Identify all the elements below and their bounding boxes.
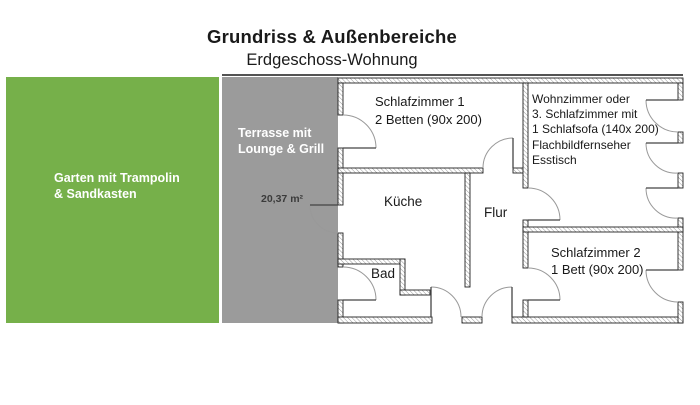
wall-segment [400, 290, 430, 295]
wall-segment [512, 317, 683, 323]
wall-segment [338, 83, 343, 115]
room-details: 2 Betten (90x 200) [375, 112, 482, 127]
garden-label-line2: & Sandkasten [54, 187, 137, 201]
door-arc [310, 205, 338, 233]
wall-segment [678, 173, 683, 188]
wall-segment [465, 173, 470, 287]
room-label-wohnzimmer [532, 92, 659, 168]
wall-segment [338, 148, 343, 205]
wall-segment [338, 168, 483, 173]
room-details: 1 Bett (90x 200) [551, 262, 644, 277]
wall-segment [338, 259, 405, 264]
wall-segment [523, 227, 683, 232]
wall-segment [462, 317, 482, 323]
room-label-kueche: Küche [384, 194, 423, 209]
wall-segment [523, 83, 528, 188]
wall-segment [523, 300, 528, 317]
terrace-label-line2: Lounge & Grill [238, 142, 325, 156]
room-name: Schlafzimmer 2 [551, 245, 641, 260]
room-details: 3. Schlafzimmer mit [532, 107, 638, 122]
room-details: Flachbildfernseher [532, 137, 631, 152]
wall-segment [338, 317, 432, 323]
room-label-schlafzimmer2 [551, 244, 644, 278]
wall-segment [678, 132, 683, 143]
room-details: Esstisch [532, 152, 577, 167]
terrace-label-line1: Terrasse mit [238, 126, 312, 140]
room-label-schlafzimmer1 [375, 93, 482, 129]
garden-label-line1: Garten mit Trampolin [54, 171, 180, 185]
room-label-flur: Flur [484, 205, 508, 220]
room-details: 1 Schlafsofa (140x 200) [532, 122, 659, 137]
wall-segment [678, 83, 683, 100]
room-name: Wohnzimmer oder [532, 92, 630, 106]
page-title: Grundriss & Außenbereiche [206, 26, 457, 47]
terrace-area-size: 20,37 m² [261, 193, 304, 205]
room-label-bad: Bad [371, 266, 396, 281]
wall-segment [678, 218, 683, 270]
wall-segment [678, 302, 683, 323]
page-subtitle: Erdgeschoss-Wohnung [246, 51, 418, 69]
room-name: Schlafzimmer 1 [375, 94, 465, 109]
wall-segment [338, 78, 683, 83]
